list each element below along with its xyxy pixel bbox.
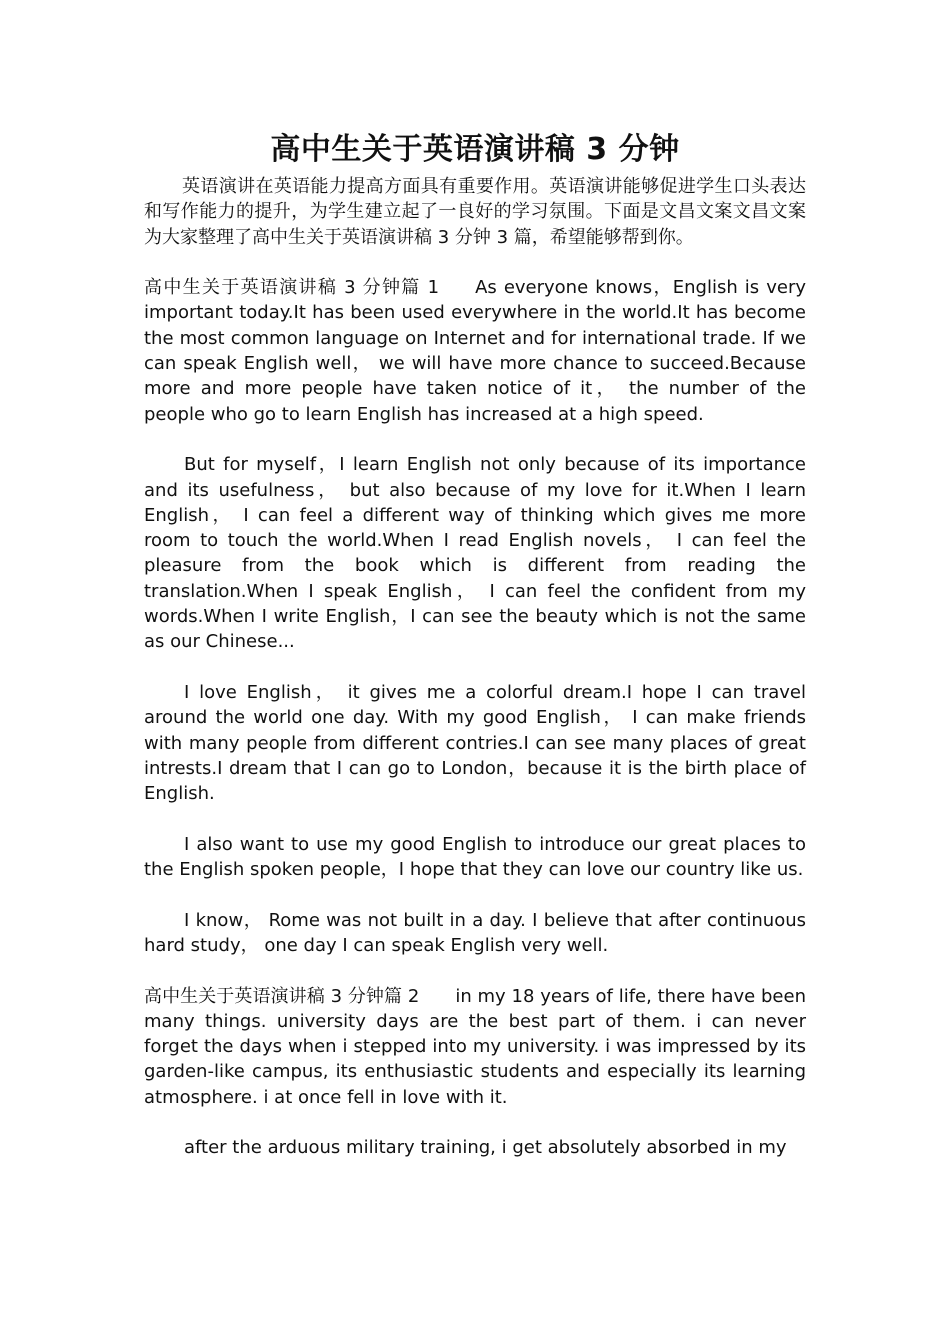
section-1-paragraph-2: But for myself，I learn English not only because of its importance and its usefulness， but also because of my love for it.When I learn English， I can feel a different way of thinking which gives me more room to touch the world.When I read English novels， I can feel the pleasure from the book which is different from reading the translation.When I speak English， I can feel the confident from my words.When I write English，I can see the beauty which is not the same as our Chinese...: [144, 454, 806, 653]
section-1-paragraph-3: I love English， it gives me a colorful dream.I hope I can travel around the world one day. With my good English， I can make friends with many people from different contries.I can see many places of great intrests.I dream that I can go to London，because it is the birth place of English.: [144, 681, 806, 805]
section-2-paragraph-2: after the arduous military training, i get absolutely absorbed in my: [184, 1137, 787, 1159]
document-title: 高中生关于英语演讲稿 3 分钟: [270, 132, 680, 167]
section-1-heading: 高中生关于英语演讲稿 3 分钟篇 1: [144, 277, 440, 299]
section-1-paragraph-4: I also want to use my good English to introduce our great places to the English spoken people，I hope that they can love our country like us.: [144, 833, 806, 881]
document-body: [144, 174, 806, 1186]
section-2-heading: 高中生关于英语演讲稿 3 分钟篇 2: [144, 985, 420, 1007]
section-1-first-paragraph: [144, 275, 806, 427]
section-2-paragraph-1: in my 18 years of life, there have been many things. university days are the best part of them. i can never forget the days when i stepped into my university. i was impressed by its garden-like campus, its enthusiastic students and especially its learning atmosphere. i at once fell in love with it.: [144, 985, 806, 1108]
section-1-paragraph-5: I know， Rome was not built in a day. I believe that after continuous hard study， one day I can speak English very well.: [144, 909, 806, 956]
intro-paragraph: 英语演讲在英语能力提高方面具有重要作用。英语演讲能够促进学生口头表达和写作能力的提升，为学生建立起了一良好的学习氛围。下面是文昌文案文昌文案为大家整理了高中生关于英语演讲稿 3 分钟 3 篇，希望能够帮到你。: [144, 176, 806, 248]
section-2-first-paragraph: [144, 984, 806, 1110]
section-1-paragraph-1: As everyone knows，English is very important today.It has been used everywhere in the world.It has become the most common language on Internet and for international trade. If we can speak English well， we will have more chance to succeed.Because more and more people have taken notice of it， the number of the people who go to learn English has increased at a high speed.: [144, 277, 806, 425]
